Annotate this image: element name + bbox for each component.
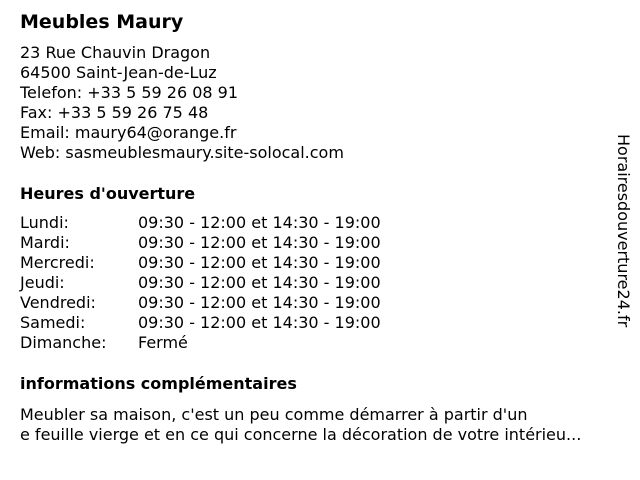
hours-heading: Heures d'ouverture — [20, 184, 196, 203]
day-label: Vendredi: — [20, 293, 96, 312]
address-line-2: 64500 Saint-Jean-de-Luz — [20, 63, 217, 82]
day-label: Samedi: — [20, 313, 86, 332]
hours-row-friday — [20, 293, 440, 313]
time-value: 09:30 - 12:00 et 14:30 - 19:00 — [138, 233, 381, 252]
time-value: 09:30 - 12:00 et 14:30 - 19:00 — [138, 273, 381, 292]
business-name: Meubles Maury — [20, 11, 184, 33]
day-label: Jeudi: — [20, 273, 65, 292]
time-value: 09:30 - 12:00 et 14:30 - 19:00 — [138, 313, 381, 332]
day-label: Mardi: — [20, 233, 70, 252]
time-value: 09:30 - 12:00 et 14:30 - 19:00 — [138, 253, 381, 272]
day-label: Mercredi: — [20, 253, 95, 272]
phone-number: Telefon: +33 5 59 26 08 91 — [20, 83, 239, 102]
email-address: Email: maury64@orange.fr — [20, 123, 237, 142]
hours-row-thursday — [20, 273, 440, 293]
time-value: 09:30 - 12:00 et 14:30 - 19:00 — [138, 213, 381, 232]
extra-info-heading: informations complémentaires — [20, 374, 297, 393]
hours-row-sunday — [20, 333, 440, 353]
description-line-2: e feuille vierge et en ce qui concerne la décoration de votre intérieu... — [20, 425, 582, 444]
fax-number: Fax: +33 5 59 26 75 48 — [20, 103, 209, 122]
site-watermark: Horairesdouverture24.fr — [614, 134, 633, 328]
address-line-1: 23 Rue Chauvin Dragon — [20, 43, 211, 62]
hours-row-wednesday — [20, 253, 440, 273]
hours-row-monday — [20, 213, 440, 233]
time-value: 09:30 - 12:00 et 14:30 - 19:00 — [138, 293, 381, 312]
description-line-1: Meubler sa maison, c'est un peu comme démarrer à partir d'un — [20, 405, 528, 424]
website: Web: sasmeublesmaury.site-solocal.com — [20, 143, 344, 162]
hours-row-saturday — [20, 313, 440, 333]
hours-row-tuesday — [20, 233, 440, 253]
day-label: Lundi: — [20, 213, 69, 232]
contact-block — [20, 43, 344, 163]
description-text — [20, 405, 630, 445]
day-label: Dimanche: — [20, 333, 107, 352]
time-value: Fermé — [138, 333, 188, 352]
hours-table — [20, 213, 440, 353]
